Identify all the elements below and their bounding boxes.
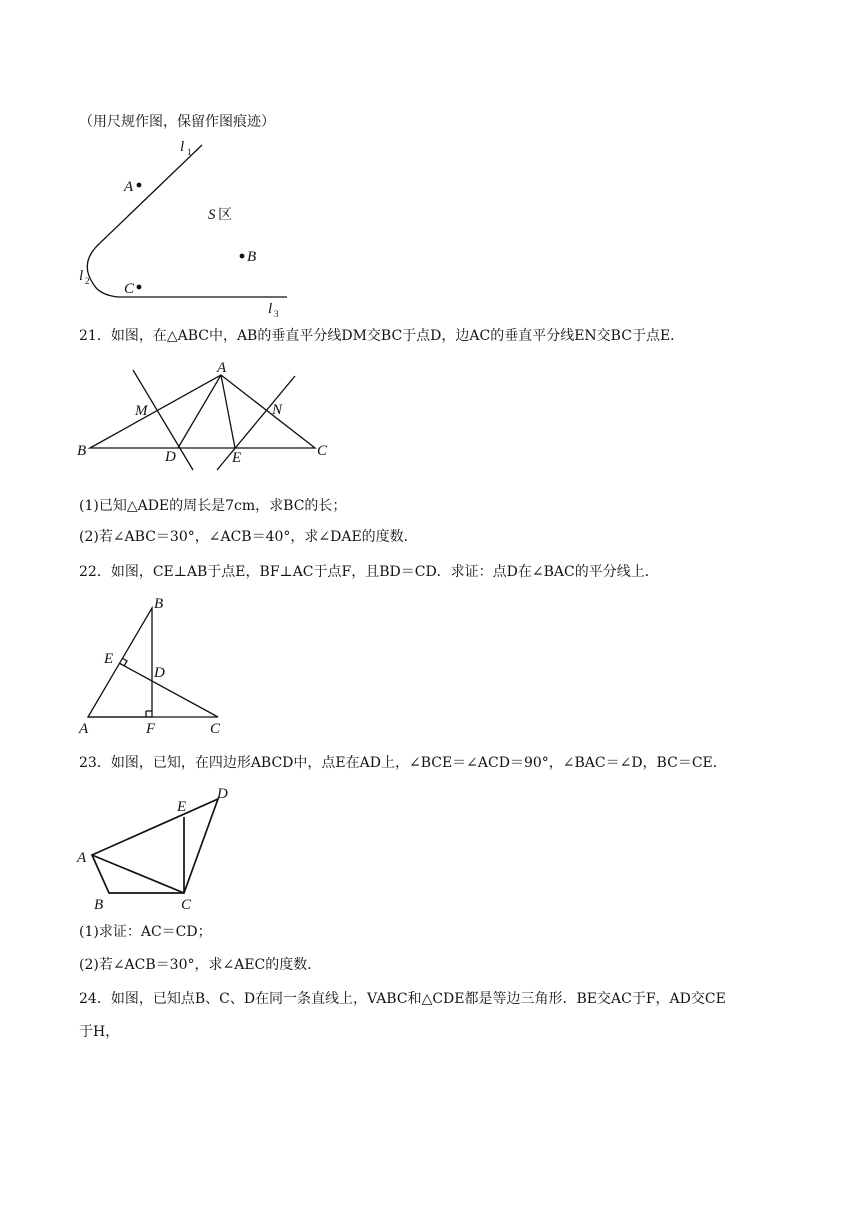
q22-label-E: E <box>104 651 114 667</box>
q22-label-A: A <box>79 721 89 737</box>
label-B: B <box>247 249 257 265</box>
label-A: A <box>124 179 134 195</box>
figure-20 <box>70 135 300 320</box>
q24-stem: 24．如图，已知点B、C、D在同一条直线上，VABC和△CDE都是等边三角形．BE交AC于F，AD交CE <box>79 991 726 1007</box>
q21-part1: (1)已知△ADE的周长是7cm，求BC的长； <box>79 498 347 514</box>
figure-22 <box>75 595 235 740</box>
svg-text:1: 1 <box>187 147 192 157</box>
label-C: C <box>124 281 135 297</box>
q21-label-N: N <box>272 402 283 418</box>
figure-23 <box>75 785 245 915</box>
q21-label-C: C <box>317 443 328 459</box>
q22-stem: 22．如图，CE⊥AB于点E，BF⊥AC于点F，且BD＝CD．求证：点D在∠BAC的平分线上． <box>79 564 659 580</box>
q23-part1: (1)求证：AC＝CD； <box>79 924 212 940</box>
figure-21 <box>75 360 335 475</box>
q23-label-B: B <box>94 897 104 913</box>
q21-label-E: E <box>232 450 242 466</box>
construction-note: （用尺规作图，保留作图痕迹） <box>79 114 275 130</box>
label-S: S <box>208 207 216 223</box>
q21-label-B: B <box>77 443 87 459</box>
q24-stem-cont: 于H， <box>79 1024 120 1040</box>
q22-label-F: F <box>146 721 156 737</box>
label-S-region: 区 <box>218 208 232 223</box>
q23-part2: (2)若∠ACB＝30°，求∠AEC的度数． <box>79 957 322 973</box>
q21-label-M: M <box>135 403 148 419</box>
q23-label-C: C <box>181 897 192 913</box>
q22-label-C: C <box>210 721 221 737</box>
q23-label-D: D <box>217 786 228 802</box>
q22-label-B: B <box>154 596 164 612</box>
q23-stem: 23．如图，已知，在四边形ABCD中，点E在AD上，∠BCE＝∠ACD＝90°，∠BAC＝∠D，BC＝CE． <box>79 755 727 771</box>
q23-label-E: E <box>177 799 187 815</box>
q21-part2: (2)若∠ABC＝30°，∠ACB＝40°，求∠DAE的度数． <box>79 529 418 545</box>
q23-label-A: A <box>77 850 87 866</box>
q21-stem: 21．如图，在△ABC中，AB的垂直平分线DM交BC于点D，边AC的垂直平分线EN交BC于点E． <box>79 328 685 344</box>
label-l3: l <box>268 301 273 317</box>
q22-label-D: D <box>154 665 165 681</box>
svg-text:2: 2 <box>85 276 90 286</box>
q21-label-D: D <box>165 449 176 465</box>
label-l2: l <box>79 268 84 284</box>
label-l1: l <box>180 139 185 155</box>
q21-label-A: A <box>217 360 227 376</box>
svg-text:3: 3 <box>274 309 279 319</box>
